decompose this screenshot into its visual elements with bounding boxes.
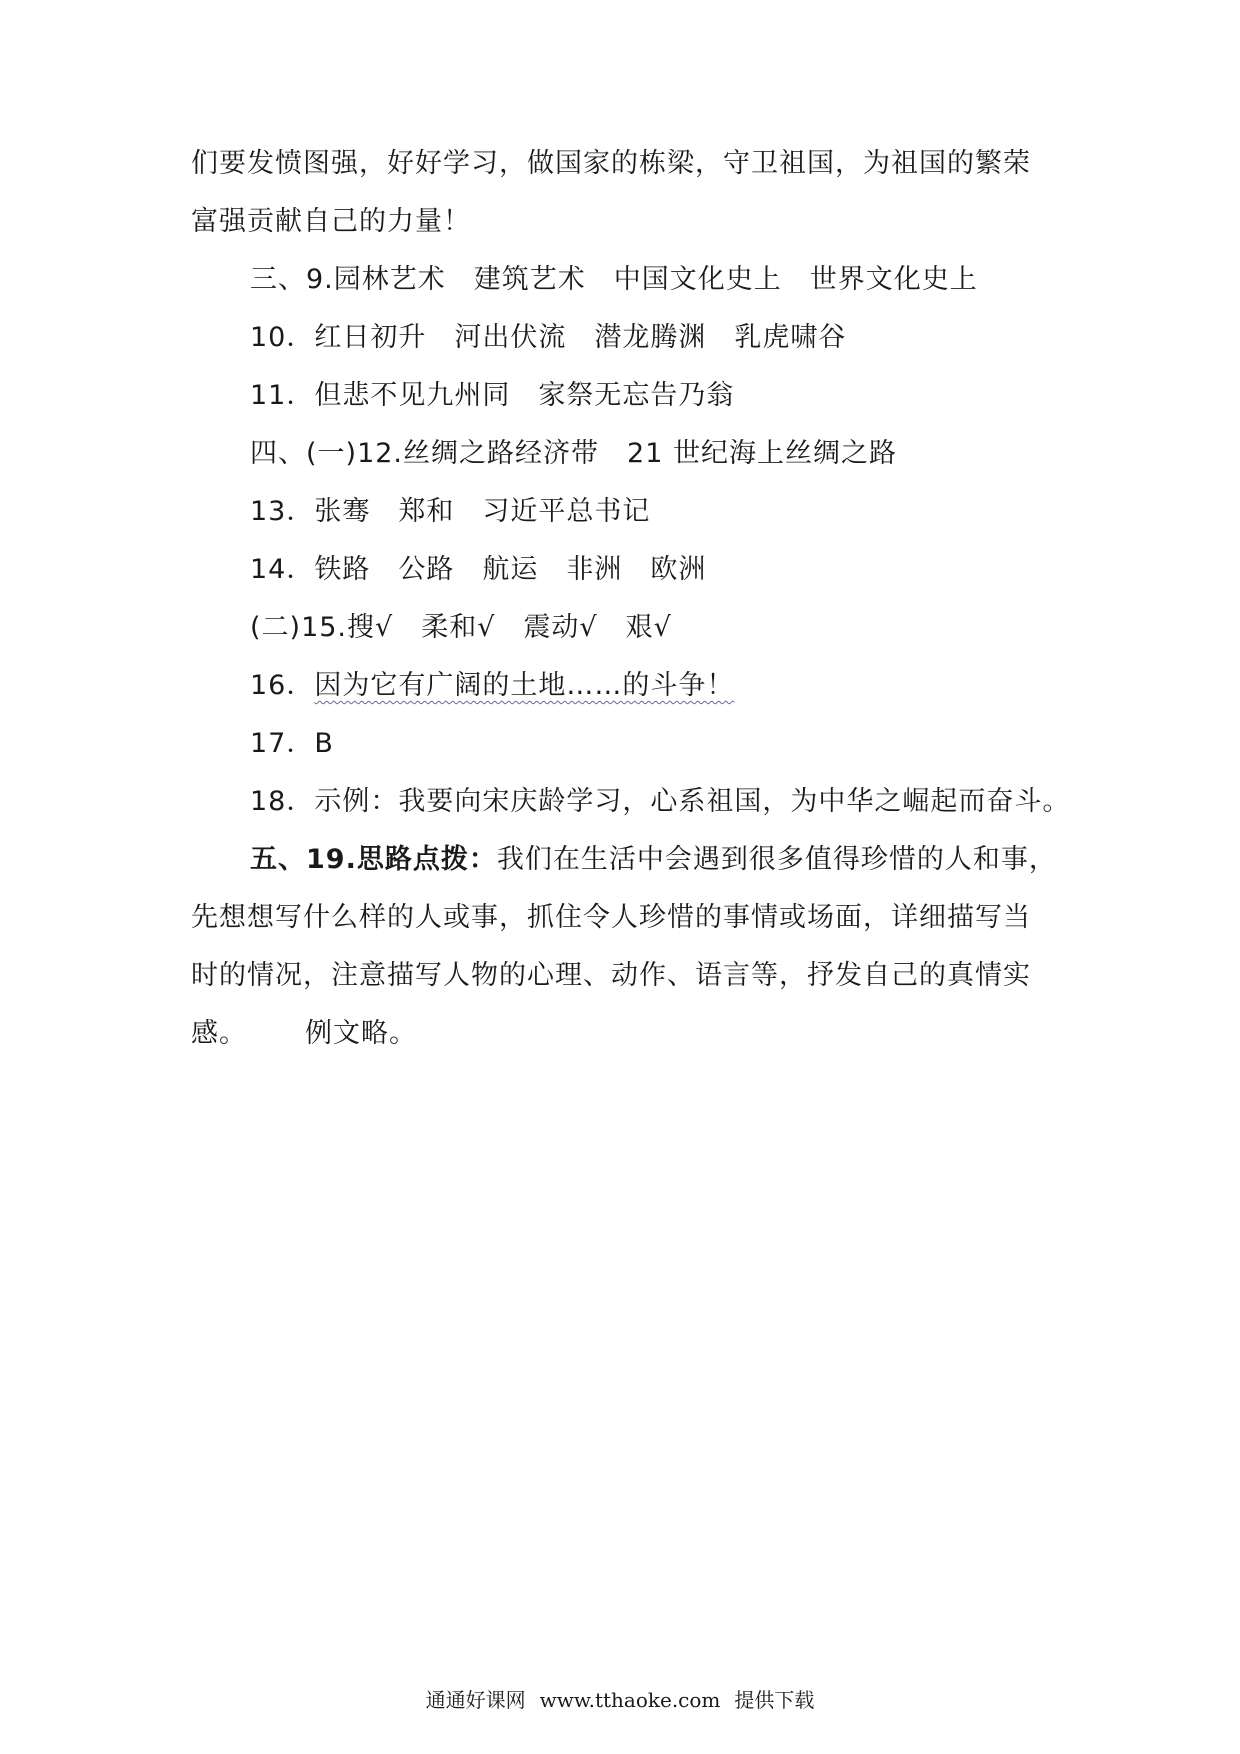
answer-14-item-1: 铁路 <box>314 554 371 585</box>
answer-10-item-2: 河出伏流 <box>454 322 567 353</box>
answer-19-line-4 <box>191 1016 417 1052</box>
answer-18-number: 18． <box>250 786 315 817</box>
answer-14 <box>250 552 706 588</box>
footer-url: www.tthaoke.com <box>539 1688 721 1712</box>
answer-12-item-2: 21 世纪海上丝绸之路 <box>627 438 897 469</box>
answer-18 <box>250 784 1070 820</box>
answer-19-line-3: 时的情况，注意描写人物的心理、动作、语言等，抒发自己的真情实 <box>191 960 1031 991</box>
answer-13-item-1: 张骞 <box>314 496 371 527</box>
answer-18-text: 示例：我要向宋庆龄学习，心系祖国，为中华之崛起而奋斗。 <box>314 786 1071 817</box>
answer-19-text-1: 我们在生活中会遇到很多值得珍惜的人和事， <box>496 844 1057 875</box>
answer-19-line-1 <box>250 842 1057 878</box>
answer-11-number: 11． <box>250 380 315 411</box>
answer-15-item-3: 震动√ <box>523 612 598 643</box>
answer-16 <box>250 668 734 704</box>
answer-19-line-2: 先想想写什么样的人或事，抓住令人珍惜的事情或场面，详细描写当 <box>191 902 1031 933</box>
answer-16-number: 16． <box>250 670 315 701</box>
answer-14-item-2: 公路 <box>398 554 455 585</box>
answer-12 <box>250 436 897 472</box>
answer-10-item-4: 乳虎啸谷 <box>734 322 847 353</box>
answer-9-prefix: 三、9.园林艺术 <box>250 264 446 295</box>
answer-9-item-3: 中国文化史上 <box>613 264 782 295</box>
answer-11-item-1: 但悲不见九州同 <box>314 380 511 411</box>
answer-15-item-4: 艰√ <box>625 612 672 643</box>
answer-17 <box>250 726 334 762</box>
answer-12-prefix: 四、(一)12.丝绸之路经济带 <box>250 438 600 469</box>
answer-10-item-3: 潜龙腾渊 <box>594 322 707 353</box>
answer-11-item-2: 家祭无忘告乃翁 <box>538 380 735 411</box>
answer-9 <box>250 262 978 298</box>
answer-19-text-4a: 感。 <box>191 1018 247 1049</box>
answer-19-label: 五、19.思路点拨： <box>250 844 497 875</box>
answer-9-item-2: 建筑艺术 <box>473 264 586 295</box>
answer-17-text: B <box>314 728 334 759</box>
answer-16-text: 因为它有广阔的土地……的斗争！ <box>314 670 735 701</box>
answer-19-text-4b: 例文略。 <box>305 1018 417 1049</box>
answer-10-item-1: 红日初升 <box>314 322 427 353</box>
footer-suffix: 提供下载 <box>734 1688 815 1712</box>
answer-15-prefix: (二)15.搜√ <box>250 612 394 643</box>
answer-13-item-3: 习近平总书记 <box>482 496 651 527</box>
answer-10-number: 10． <box>250 322 315 353</box>
answer-14-item-3: 航运 <box>482 554 539 585</box>
answer-15 <box>250 610 672 646</box>
answer-13-item-2: 郑和 <box>398 496 455 527</box>
answer-13-number: 13． <box>250 496 315 527</box>
answer-15-item-2: 柔和√ <box>421 612 496 643</box>
footer-site-name: 通通好课网 <box>425 1688 526 1712</box>
answer-10 <box>250 320 846 356</box>
answer-14-number: 14． <box>250 554 315 585</box>
paragraph-line-2: 富强贡献自己的力量！ <box>191 206 471 237</box>
answer-9-item-4: 世界文化史上 <box>809 264 978 295</box>
answer-11 <box>250 378 734 414</box>
answer-14-item-4: 非洲 <box>566 554 623 585</box>
paragraph-line-1: 们要发愤图强，好好学习，做国家的栋梁，守卫祖国，为祖国的繁荣 <box>191 148 1031 179</box>
answer-14-item-5: 欧洲 <box>650 554 707 585</box>
page-footer <box>0 1687 1240 1713</box>
answer-13 <box>250 494 650 530</box>
answer-17-number: 17． <box>250 728 315 759</box>
